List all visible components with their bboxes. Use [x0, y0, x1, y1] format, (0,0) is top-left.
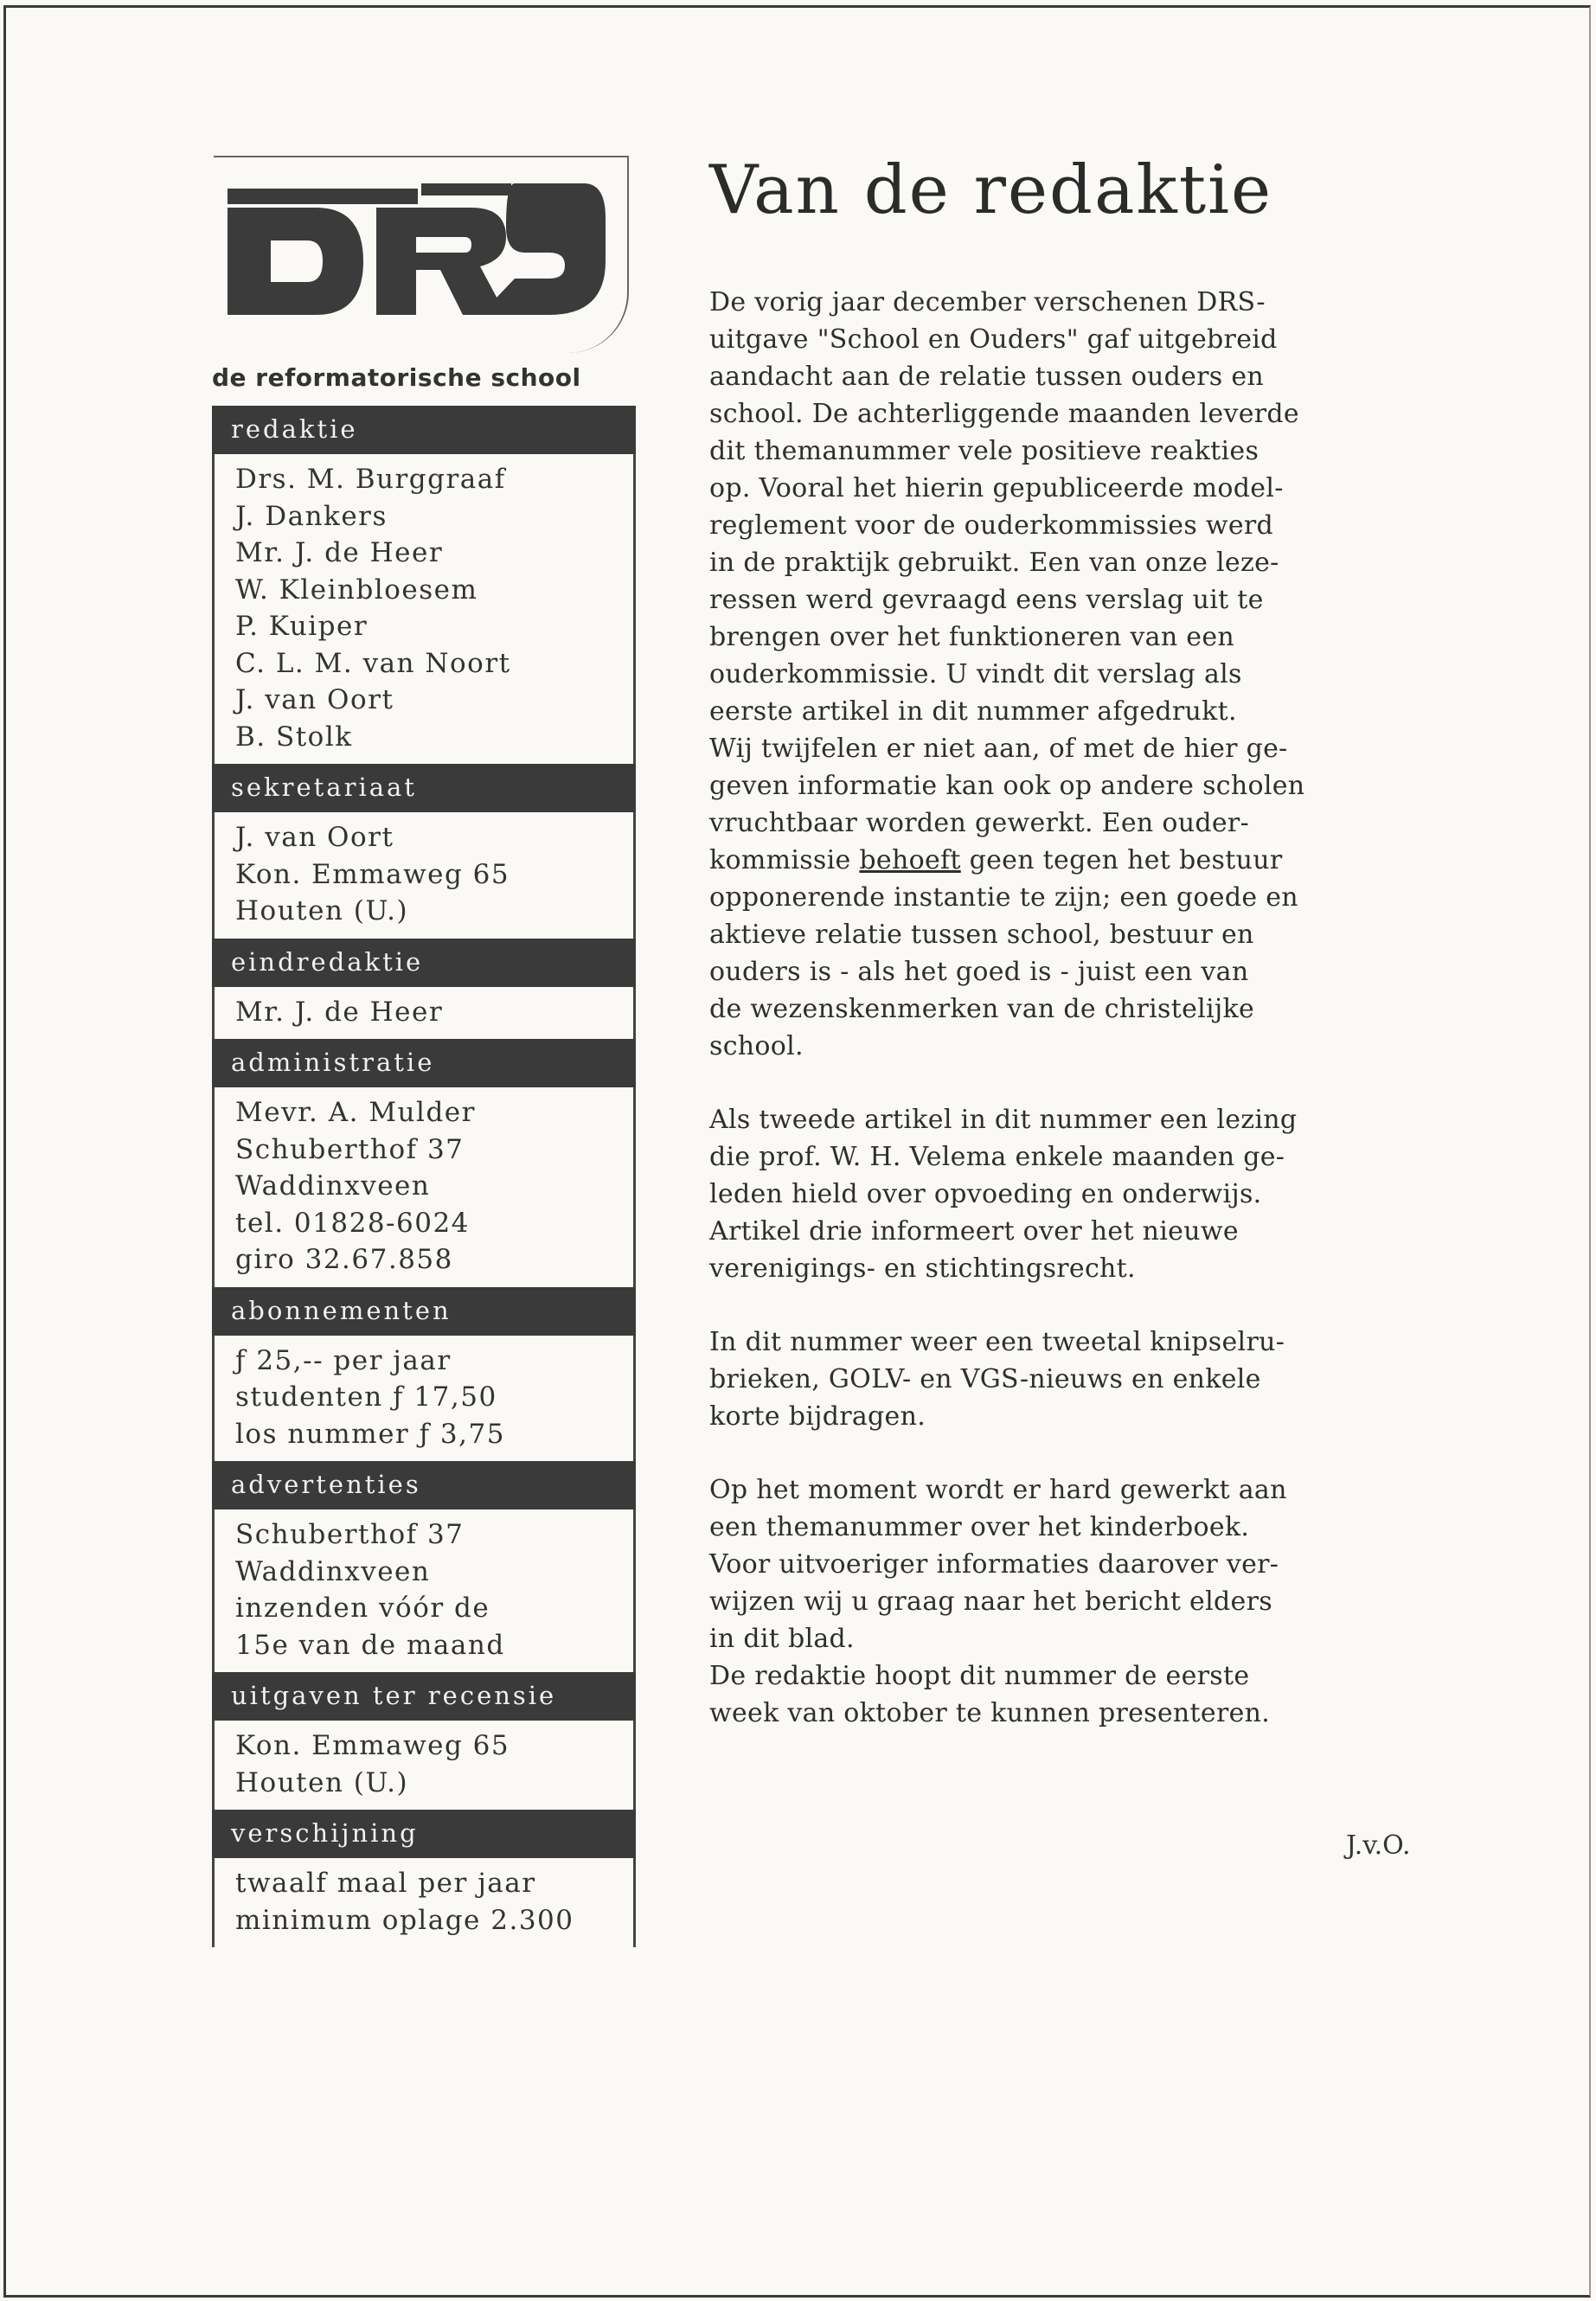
colophon-line: C. L. M. van Noort — [235, 647, 511, 679]
colophon-line: Schuberthof 37 — [235, 1133, 465, 1165]
paragraph-line: De redaktie hoopt dit nummer de eerste — [709, 1661, 1250, 1691]
paragraph-line: geven informatie kan ook op andere scholen — [709, 771, 1305, 801]
paragraph-line: leden hield over opvoeding en onderwijs. — [709, 1179, 1262, 1209]
colophon-line: 15e van de maand — [235, 1629, 505, 1661]
colophon-section-header: eindredaktie — [212, 939, 636, 987]
colophon-line: Mevr. A. Mulder — [235, 1097, 476, 1128]
colophon-line: los nummer ƒ 3,75 — [235, 1418, 505, 1450]
paragraph-line: ressen werd gevraagd eens verslag uit te — [709, 585, 1264, 615]
colophon-line: Mr. J. de Heer — [235, 996, 444, 1028]
paragraph-line: aktieve relatie tussen school, bestuur en — [709, 920, 1254, 950]
colophon-line: minimum oplage 2.300 — [235, 1904, 574, 1936]
paragraph-line: eerste artikel in dit nummer afgedrukt. — [709, 696, 1237, 727]
colophon-sidebar — [210, 156, 636, 1947]
paragraph-line: De vorig jaar december verschenen DRS- — [709, 287, 1266, 317]
colophon-line: giro 32.67.858 — [235, 1244, 453, 1275]
logo-tagline: de reformatorische school — [212, 363, 581, 392]
drs-logo-graphic — [221, 166, 619, 339]
paragraph-line: in de praktijk gebruikt. Een van onze leze- — [709, 548, 1279, 578]
colophon-section-body — [212, 1509, 636, 1672]
colophon-line: Kon. Emmaweg 65 — [235, 1730, 510, 1761]
paragraph-line: brengen over het funktioneren van een — [709, 622, 1235, 652]
paragraph-line: uitgave "School en Ouders" gaf uitgebreid — [709, 324, 1278, 355]
paragraph-line: Artikel drie informeert over het nieuwe — [709, 1216, 1239, 1247]
colophon-line: inzenden vóór de — [235, 1593, 490, 1624]
paragraph-line: vruchtbaar worden gewerkt. Een ouder- — [709, 808, 1250, 838]
paragraph-line — [709, 842, 1488, 879]
paragraph-line: verenigings- en stichtingsrecht. — [709, 1253, 1136, 1284]
paragraph-line: Wij twijfelen er niet aan, of met de hier ge- — [709, 734, 1288, 764]
colophon-line: Schuberthof 37 — [235, 1519, 465, 1550]
paragraph-line: opponerende instantie te zijn; een goede en — [709, 882, 1298, 913]
colophon-line: ƒ 25,-- per jaar — [235, 1344, 452, 1376]
drs-logo — [214, 156, 629, 353]
paragraph-line: In dit nummer weer een tweetal knipselru- — [709, 1327, 1285, 1357]
colophon-line: J. van Oort — [235, 822, 394, 853]
colophon-line: studenten ƒ 17,50 — [235, 1381, 497, 1413]
colophon-line: twaalf maal per jaar — [235, 1868, 536, 1899]
colophon-section-header: abonnementen — [212, 1287, 636, 1336]
colophon-line: P. Kuiper — [235, 611, 369, 642]
paragraph-line: Voor uitvoeriger informaties daarover ver- — [709, 1549, 1279, 1580]
paragraph-line: wijzen wij u graag naar het bericht elders — [709, 1586, 1272, 1617]
text-span: kommissie — [709, 845, 860, 875]
colophon-section-body — [212, 1858, 636, 1947]
paragraph-line: de wezenskenmerken van de christelijke — [709, 994, 1255, 1024]
paragraph-line: een themanummer over het kinderboek. — [709, 1512, 1250, 1542]
paragraph-line: ouders is - als het goed is - juist een van — [709, 957, 1249, 987]
paragraph-4 — [709, 1471, 1488, 1732]
paragraph-line: in dit blad. — [709, 1624, 855, 1654]
paragraph-line: school. De achterliggende maanden leverde — [709, 399, 1299, 429]
colophon-section-body — [212, 987, 636, 1040]
colophon-section-body — [212, 1336, 636, 1462]
paragraph-line: school. — [709, 1031, 804, 1061]
colophon-line: Mr. J. de Heer — [235, 537, 444, 568]
colophon-line: tel. 01828-6024 — [235, 1207, 470, 1239]
underlined-word: behoeft — [859, 845, 961, 875]
colophon-line: Houten (U.) — [235, 895, 409, 926]
colophon-line: J. Dankers — [235, 500, 388, 532]
paragraph-line: reglement voor de ouderkommissies werd — [709, 510, 1274, 541]
paragraph-2 — [709, 1101, 1488, 1287]
colophon-sections — [210, 406, 636, 1947]
paragraph-1 — [709, 284, 1488, 1065]
colophon-section-body — [212, 812, 636, 939]
paragraph-line: ouderkommissie. U vindt dit verslag als — [709, 659, 1242, 689]
paragraph-line: Op het moment wordt er hard gewerkt aan — [709, 1475, 1287, 1505]
colophon-line: Houten (U.) — [235, 1766, 409, 1798]
paragraph-line: korte bijdragen. — [709, 1401, 926, 1432]
colophon-line: Kon. Emmaweg 65 — [235, 858, 510, 890]
colophon-section-body — [212, 1087, 636, 1287]
colophon-line: Waddinxveen — [235, 1170, 431, 1202]
paragraph-3 — [709, 1324, 1488, 1435]
colophon-section-header: uitgaven ter recensie — [212, 1672, 636, 1721]
text-span: geen tegen het bestuur — [960, 845, 1283, 875]
colophon-line: Waddinxveen — [235, 1555, 431, 1587]
colophon-section-header: verschijning — [212, 1810, 636, 1858]
paragraph-line: die prof. W. H. Velema enkele maanden ge- — [709, 1142, 1285, 1172]
paragraph-line: aandacht aan de relatie tussen ouders en — [709, 362, 1265, 392]
colophon-line: B. Stolk — [235, 721, 353, 753]
colophon-section-header: advertenties — [212, 1461, 636, 1509]
paragraph-line: brieken, GOLV- en VGS-nieuws en enkele — [709, 1364, 1261, 1394]
colophon-section-body — [212, 454, 636, 764]
paragraph-line: week van oktober te kunnen presenteren. — [709, 1698, 1271, 1728]
paragraph-line: op. Vooral het hierin gepubliceerde model- — [709, 473, 1284, 503]
article-title: Van de redaktie — [709, 151, 1273, 229]
colophon-section-body — [212, 1721, 636, 1810]
colophon-section-header: redaktie — [212, 406, 636, 454]
paragraph-line: dit themanummer vele positieve reakties — [709, 436, 1259, 466]
colophon-section-header: administratie — [212, 1039, 636, 1087]
colophon-line: W. Kleinbloesem — [235, 574, 478, 606]
signature: J.v.O. — [1346, 1830, 1411, 1861]
colophon-line: J. van Oort — [235, 684, 394, 715]
paragraph-line: Als tweede artikel in dit nummer een lezing — [709, 1105, 1298, 1135]
editorial-article — [709, 151, 1488, 1732]
colophon-line: Drs. M. Burggraaf — [235, 464, 506, 495]
colophon-section-header: sekretariaat — [212, 764, 636, 812]
